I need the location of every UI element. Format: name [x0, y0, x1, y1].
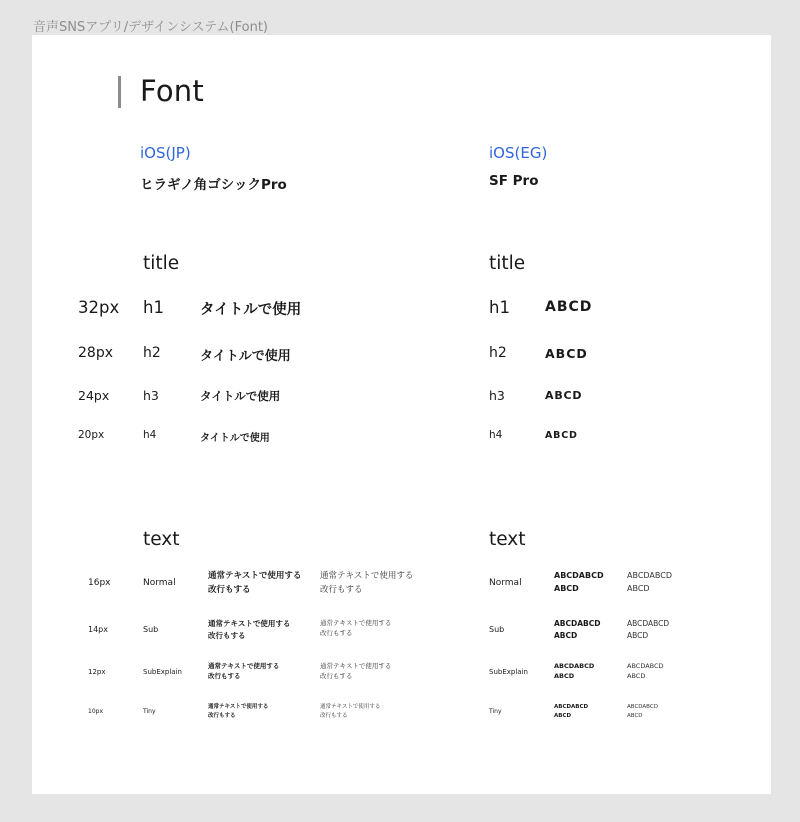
text-size-label: 12px: [88, 668, 106, 676]
heading-size-label: 24px: [78, 388, 110, 403]
en-platform-label: iOS(EG): [489, 144, 548, 162]
text-style-name: Tiny: [489, 708, 502, 715]
heading-tag-label: h1: [489, 298, 510, 317]
text-sample-regular: ABCDABCD ABCD: [627, 662, 664, 681]
text-style-name: Tiny: [143, 708, 156, 715]
heading-tag-label: h4: [489, 429, 503, 441]
text-size-label: 16px: [88, 578, 111, 588]
heading-sample-text: タイトルで使用: [200, 389, 281, 403]
heading-sample-text: タイトルで使用: [200, 349, 291, 364]
en-title-section-heading: title: [489, 253, 526, 274]
text-sample-bold: ABCDABCD ABCD: [554, 571, 604, 593]
text-sample-bold: 通常テキストで使用する 改行もする: [208, 619, 291, 640]
page-title: Font: [140, 74, 204, 108]
heading-size-label: 32px: [78, 298, 120, 317]
heading-sample-text: ABCD: [545, 346, 588, 361]
text-size-label: 14px: [88, 625, 108, 634]
text-sample-regular: 通常テキストで使用する 改行もする: [320, 704, 381, 719]
text-size-label: 10px: [88, 708, 103, 715]
jp-title-section-heading: title: [143, 253, 180, 274]
heading-sample-text: ABCD: [545, 299, 593, 315]
heading-size-label: 28px: [78, 345, 113, 361]
text-sample-regular: 通常テキストで使用する 改行もする: [320, 571, 414, 595]
text-sample-bold: 通常テキストで使用する 改行もする: [208, 704, 269, 719]
heading-tag-label: h3: [489, 388, 505, 403]
text-sample-regular: ABCDABCD ABCD: [627, 571, 672, 593]
text-sample-bold: 通常テキストで使用する 改行もする: [208, 571, 302, 595]
frame-label: 音声SNSアプリ/デザインシステム(Font): [33, 20, 269, 35]
heading-tag-label: h4: [143, 429, 157, 441]
heading-sample-text: タイトルで使用: [200, 433, 270, 444]
text-sample-bold: ABCDABCD ABCD: [554, 619, 601, 640]
en-text-section-heading: text: [489, 529, 526, 550]
text-sample-bold: ABCDABCD ABCD: [554, 662, 595, 681]
heading-sample-text: タイトルで使用: [200, 302, 302, 318]
jp-text-section-heading: text: [143, 529, 180, 550]
heading-tag-label: h3: [143, 388, 159, 403]
text-style-name: Normal: [489, 578, 522, 588]
title-accent-bar: [118, 76, 121, 108]
text-sample-regular: ABCDABCD ABCD: [627, 619, 670, 640]
text-style-name: Sub: [143, 625, 159, 634]
heading-size-label: 20px: [78, 429, 105, 441]
heading-sample-text: ABCD: [545, 430, 578, 441]
heading-tag-label: h2: [143, 345, 161, 361]
text-style-name: Normal: [143, 578, 176, 588]
heading-sample-text: ABCD: [545, 389, 583, 402]
text-sample-regular: 通常テキストで使用する 改行もする: [320, 619, 392, 638]
heading-tag-label: h1: [143, 298, 164, 317]
text-style-name: SubExplain: [143, 668, 182, 676]
text-sample-bold: ABCDABCD ABCD: [554, 704, 589, 719]
text-sample-regular: 通常テキストで使用する 改行もする: [320, 662, 392, 681]
en-font-name: SF Pro: [489, 173, 539, 189]
text-style-name: Sub: [489, 625, 505, 634]
jp-platform-label: iOS(JP): [140, 144, 191, 162]
heading-tag-label: h2: [489, 345, 507, 361]
text-style-name: SubExplain: [489, 668, 528, 676]
text-sample-bold: 通常テキストで使用する 改行もする: [208, 662, 280, 681]
text-sample-regular: ABCDABCD ABCD: [627, 704, 658, 719]
jp-font-name: ヒラギノ角ゴシックPro: [140, 177, 287, 193]
